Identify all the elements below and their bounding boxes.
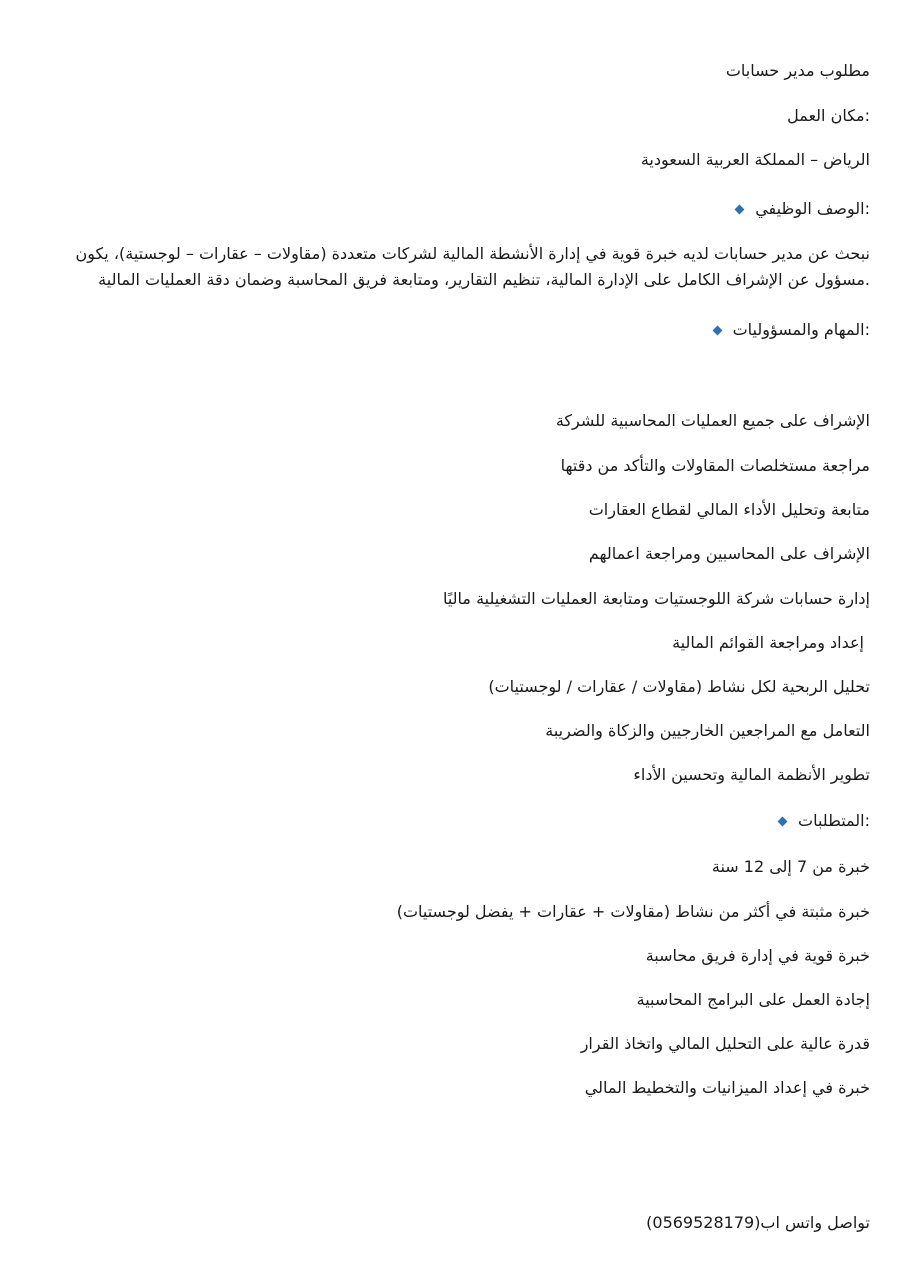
requirement-item: قدرة عالية على التحليل المالي واتخاذ القرار — [580, 1034, 870, 1053]
contact-whatsapp: تواصل واتس اب(0569528179) — [646, 1213, 870, 1232]
requirement-item: إجادة العمل على البرامج المحاسبية — [636, 990, 870, 1009]
responsibility-item: تطوير الأنظمة المالية وتحسين الأداء — [633, 765, 870, 784]
diamond-bullet-icon — [735, 204, 745, 214]
responsibility-item: إعداد ومراجعة القوائم المالية — [672, 633, 864, 652]
requirement-item: خبرة قوية في إدارة فريق محاسبة — [645, 946, 870, 965]
posting-title: مطلوب مدير حسابات — [725, 61, 870, 80]
requirement-item: خبرة مثبتة في أكثر من نشاط (مقاولات + عقارات + يفضل لوجستيات) — [396, 902, 870, 921]
responsibility-item: التعامل مع المراجعين الخارجيين والزكاة والضريبة — [545, 721, 870, 740]
responsibility-item: مراجعة مستخلصات المقاولات والتأكد من دقتها — [560, 456, 870, 475]
responsibility-item: متابعة وتحليل الأداء المالي لقطاع العقارات — [588, 500, 870, 519]
responsibility-item: الإشراف على جميع العمليات المحاسبية للشركة — [555, 411, 870, 430]
requirements-heading — [779, 810, 870, 832]
location-label: :مكان العمل — [787, 106, 870, 125]
job-description-line-2: .مسؤول عن الإشراف الكامل على الإدارة المالية، تنظيم التقارير، ومتابعة فريق المحاسبة وضمان دقة العمليات المالية — [98, 270, 870, 289]
responsibility-item: تحليل الربحية لكل نشاط (مقاولات / عقارات / لوجستيات) — [488, 677, 870, 696]
requirements-heading-text: :المتطلبات — [798, 811, 870, 830]
job-description-heading — [736, 198, 870, 220]
location-value: الرياض – المملكة العربية السعودية — [640, 150, 870, 169]
responsibility-item: الإشراف على المحاسبين ومراجعة اعمالهم — [588, 544, 870, 563]
responsibilities-heading — [714, 319, 870, 341]
responsibilities-heading-text: :المهام والمسؤوليات — [732, 320, 870, 339]
requirement-item: خبرة من 7 إلى 12 سنة — [711, 857, 870, 876]
job-description-heading-text: :الوصف الوظيفي — [755, 199, 870, 218]
requirement-item: خبرة في إعداد الميزانيات والتخطيط المالي — [584, 1078, 870, 1097]
diamond-bullet-icon — [778, 816, 788, 826]
responsibility-item: إدارة حسابات شركة اللوجستيات ومتابعة العمليات التشغيلية ماليًا — [442, 589, 870, 608]
job-description-line-1: نبحث عن مدير حسابات لديه خبرة قوية في إدارة الأنشطة المالية لشركات متعددة (مقاولات – عقارات – لوجستية)، يكون — [75, 244, 870, 263]
diamond-bullet-icon — [712, 325, 722, 335]
